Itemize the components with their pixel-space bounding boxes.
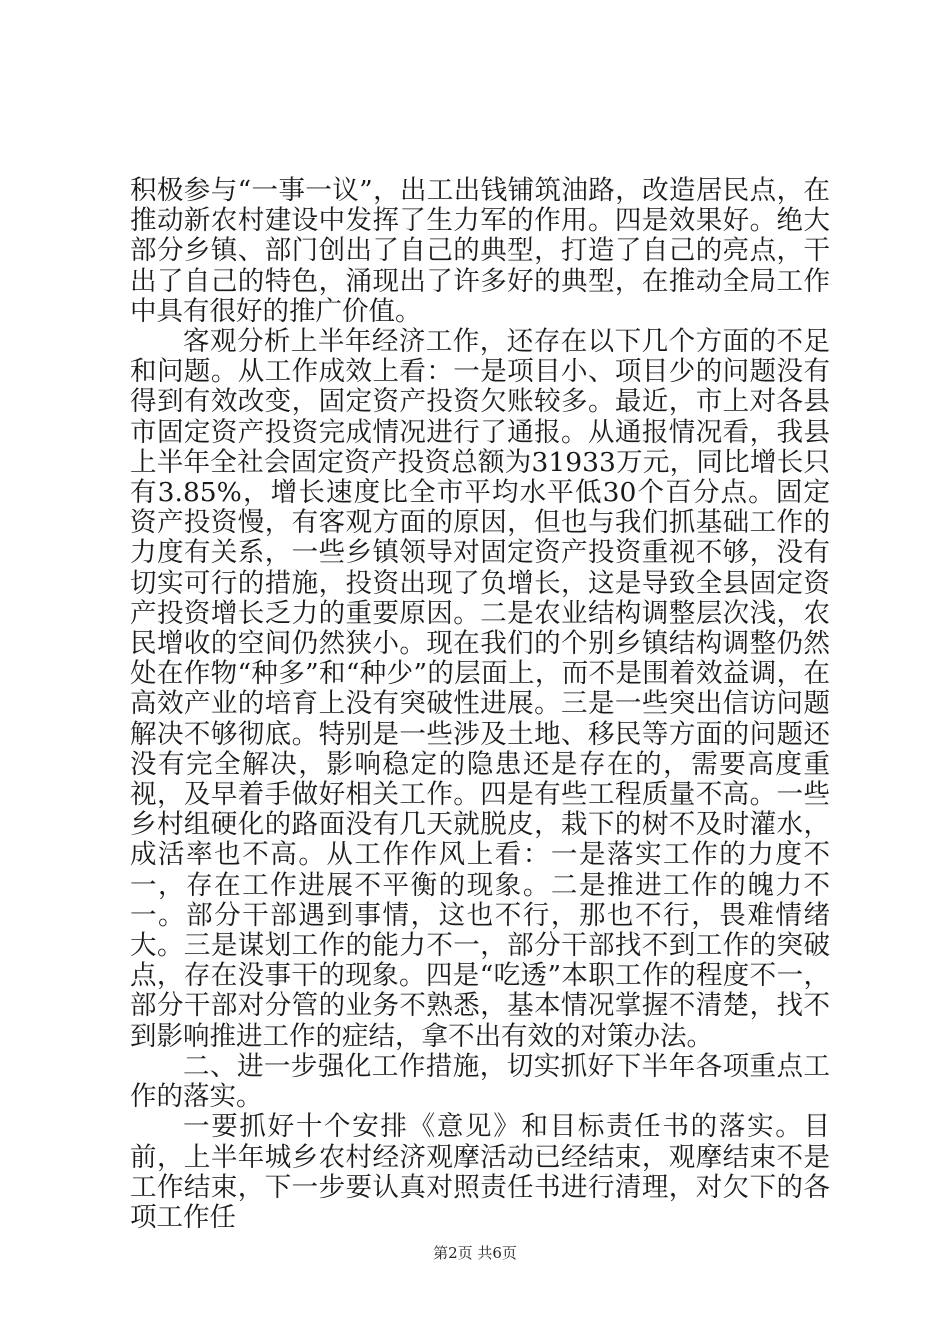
document-body [130, 176, 830, 1233]
paragraph-1: 积极参与“一事一议”，出工出钱铺筑油路，改造居民点，在推动新农村建设中发挥了生力军的作用。四是效果好。绝大部分乡镇、部门创出了自己的典型，打造了自己的亮点，干出了自己的特色，涌现出了许多好的典型，在推动全局工作中具有很好的推广价值。 [130, 175, 830, 327]
page-number-footer: 第2页 共6页 [433, 1244, 517, 1262]
section-heading-2: 二、进一步强化工作措施，切实抓好下半年各项重点工作的落实。 [130, 1050, 830, 1113]
paragraph-3: 一要抓好十个安排《意见》和目标责任书的落实。目前，上半年城乡农村经济观摩活动已经结束，观摩结束不是工作结束，下一步要认真对照责任书进行清理，对欠下的各项工作任 [130, 1111, 830, 1233]
paragraph-2: 客观分析上半年经济工作，还存在以下几个方面的不足和问题。从工作成效上看：一是项目小、项目少的问题没有得到有效改变，固定资产投资欠账较多。最近，市上对各县市固定资产投资完成情况进行了通报。从通报情况看，我县上半年全社会固定资产投资总额为31933万元，同比增长只有3.85%，增长速度比全市平均水平低30个百分点。固定资产投资慢，有客观方面的原因，但也与我们抓基础工作的力度有关系，一些乡镇领导对固定资产投资重视不够，没有切实可行的措施，投资出现了负增长，这是导致全县固定资产投资增长乏力的重要原因。二是农业结构调整层次浅，农民增收的空间仍然狭小。现在我们的个别乡镇结构调整仍然处在作物“种多”和“种少”的层面上，而不是围着效益调，在高效产业的培育上没有突破性进展。三是一些突出信访问题解决不够彻底。特别是一些涉及土地、移民等方面的问题还没有完全解决，影响稳定的隐患还是存在的，需要高度重视，及早着手做好相关工作。四是有些工程质量不高。一些乡村组硬化的路面没有几天就脱皮，栽下的树不及时灌水，成活率也不高。从工作作风上看：一是落实工作的力度不一，存在工作进展不平衡的现象。二是推进工作的魄力不一。部分干部遇到事情，这也不行，那也不行，畏难情绪大。三是谋划工作的能力不一，部分干部找不到工作的突破点，存在没事干的现象。四是“吃透”本职工作的程度不一，部分干部对分管的业务不熟悉，基本情况掌握不清楚，找不到影响推进工作的症结，拿不出有效的对策办法。 [130, 326, 830, 1052]
